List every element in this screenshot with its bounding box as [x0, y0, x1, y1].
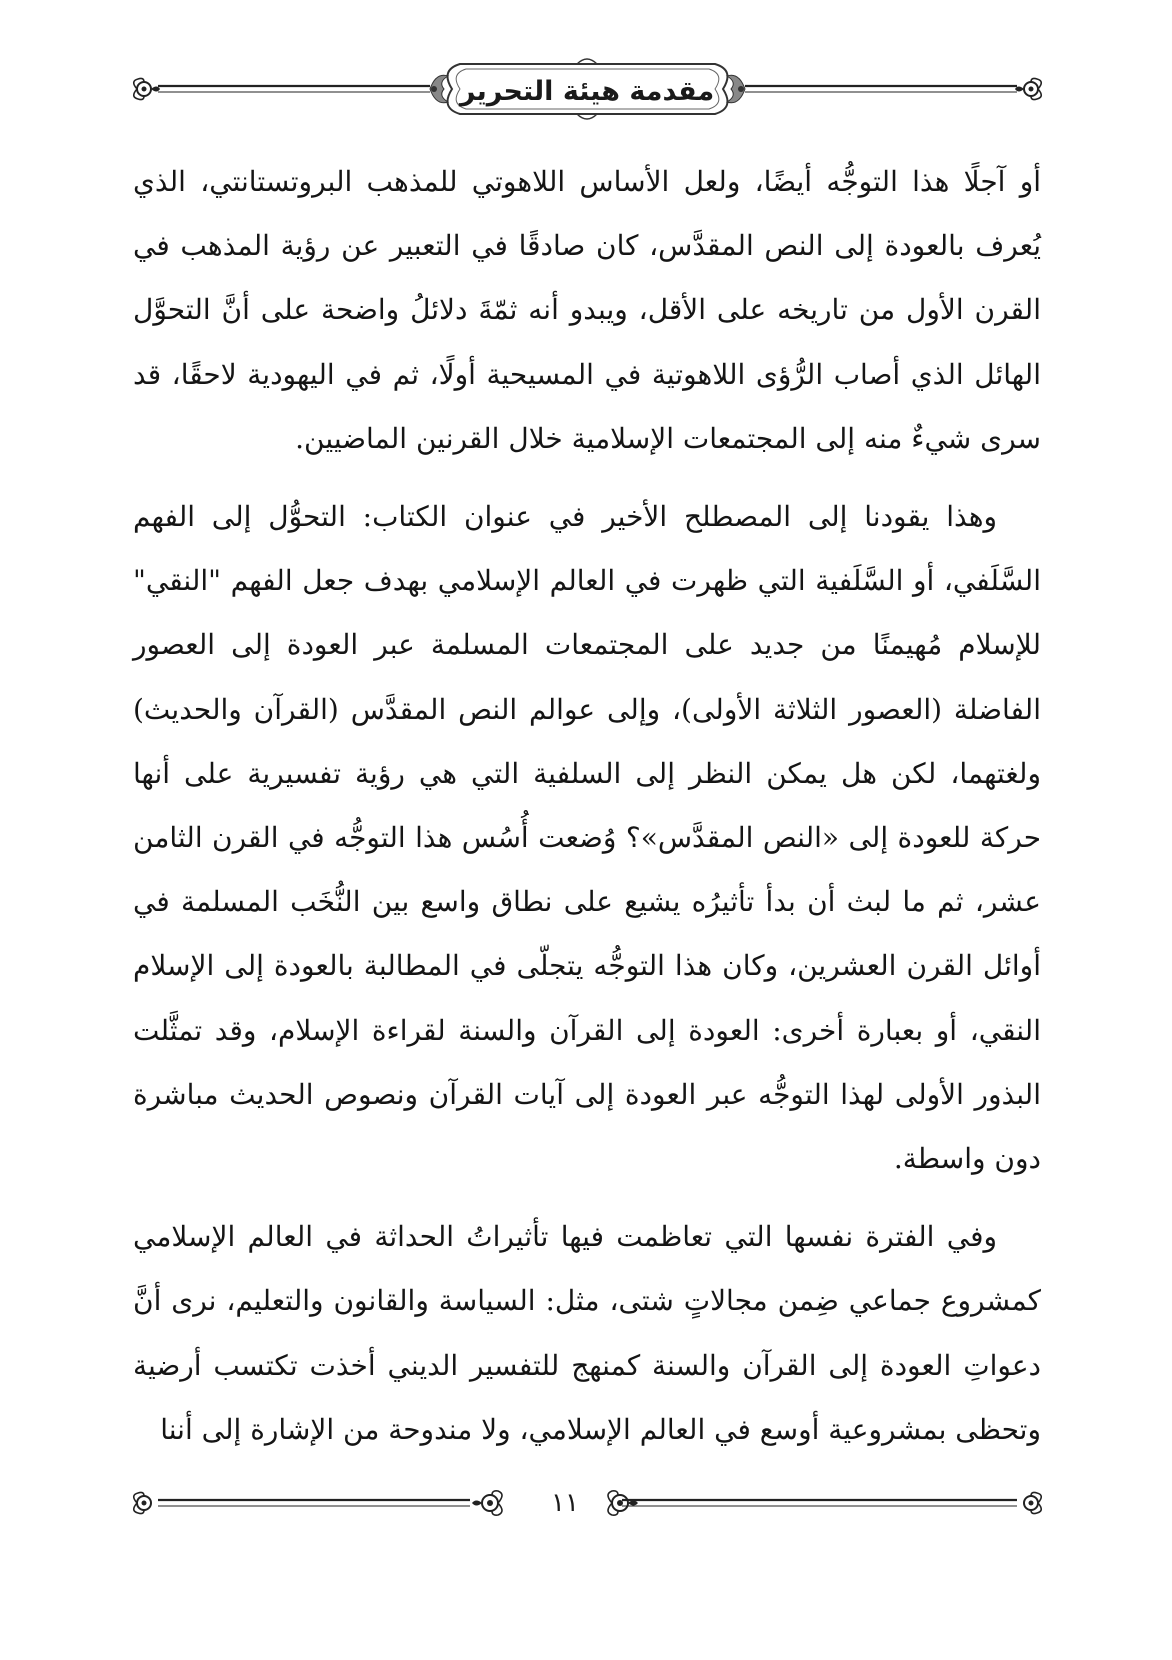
floral-ornament-icon	[608, 1491, 638, 1515]
paragraph: وهذا يقودنا إلى المصطلح الأخير في عنوان الكتاب: التحوُّل إلى الفهم السَّلَفي، أو السَّلَفية التي ظهرت في العالم الإسلامي بهدف جعل الفهم "النقي" للإسلام مُهيمنًا من جديد على المجتمعات المسلمة عبر العودة إلى العصور الفاضلة (العصور الثلاثة الأولى)، وإلى عوالم النص المقدَّس (القرآن والحديث) ولغتهما، لكن هل يمكن النظر إلى السلفية التي هي رؤية تفسيرية على أنها حركة للعودة إلى «النص المقدَّس»؟ وُضعت أُسُس هذا التوجُّه في القرن الثامن عشر، ثم ما لبث أن بدأ تأثيرُه يشيع على نطاق واسع بين النُّخَب المسلمة في أوائل القرن العشرين، وكان هذا التوجُّه يتجلّى في المطالبة بالعودة إلى الإسلام النقي، أو بعبارة أخرى: العودة إلى القرآن والسنة لقراءة الإسلام، وقد تمثَّلت البذور الأولى لهذا التوجُّه عبر العودة إلى آيات القرآن ونصوص الحديث مباشرة دون واسطة.	[133, 500, 1041, 1176]
floral-ornament-icon	[472, 1491, 502, 1515]
body-text	[133, 150, 1041, 1510]
page-header	[130, 52, 1045, 130]
floral-ornament-icon	[1015, 78, 1041, 99]
page-footer	[130, 1483, 1045, 1523]
page-header-title: مقدمة هيئة التحرير	[459, 75, 715, 107]
paragraph: أو آجلًا هذا التوجُّه أيضًا، ولعل الأساس اللاهوتي للمذهب البروتستانتي، الذي يُعرف بالعودة إلى النص المقدَّس، كان صادقًا في التعبير عن رؤية المذهب في القرن الأول من تاريخه على الأقل، ويبدو أنه ثمّةَ دلائلُ واضحة على أنَّ التحوَّل الهائل الذي أصاب الرُّؤى اللاهوتية في المسيحية أولًا، ثم في اليهودية لاحقًا، قد سرى شيءٌ منه إلى المجتمعات الإسلامية خلال القرنين الماضيين.	[133, 165, 1041, 455]
floral-ornament-icon	[134, 78, 160, 99]
floral-ornament-icon	[134, 1492, 151, 1513]
floral-ornament-icon	[1024, 1492, 1041, 1513]
header-title-container	[452, 60, 722, 122]
paragraph: وفي الفترة نفسها التي تعاظمت فيها تأثيراتُ الحداثة في العالم الإسلامي كمشروع جماعي ضِمن مجالاتٍ شتى، مثل: السياسة والقانون والتعليم، نرى أنَّ دعواتِ العودة إلى القرآن والسنة كمنهج للتفسير الديني أخذت تكتسب أرضية وتحظى بمشروعية أوسع في العالم الإسلامي، ولا مندوحة من الإشارة إلى أننا	[133, 1220, 1041, 1446]
page-number: ١١	[551, 1488, 579, 1518]
